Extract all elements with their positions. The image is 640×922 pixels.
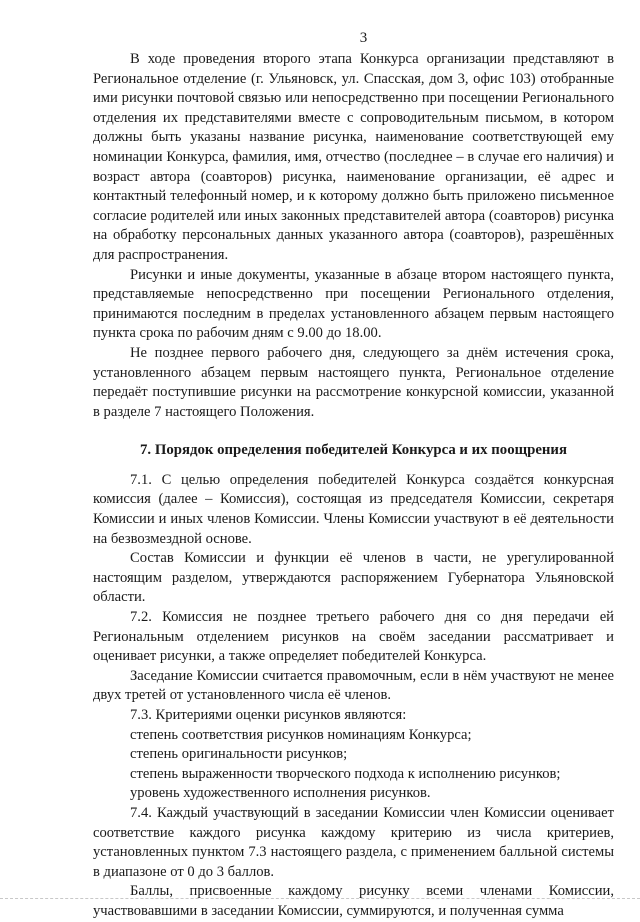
section-heading: 7. Порядок определения победителей Конкурса и их поощрения (140, 442, 567, 459)
paragraph-documents-acceptance: Рисунки и иные документы, указанные в абзаце втором настоящего пункта, представляемые непосредственно при посещении Регионального отделения, принимаются последним в пределах установленного абзацем первым настоящего пункта срока по рабочим дням с 9.00 до 18.00. (93, 266, 614, 342)
page-number: 3 (359, 30, 368, 46)
paragraph-scores-summed: Баллы, присвоенные каждому рисунку всеми членами Комиссии, участвовавшими в заседании Комиссии, суммируются, и полученная сумма (93, 883, 614, 919)
scan-edge-line (0, 897, 640, 899)
paragraph-7-4: 7.4. Каждый участвующий в заседании Комиссии член Комиссии оценивает соответствие каждого рисунка каждому критерию из числа критериев, установленных пунктом 7.3 настоящего раздела, с применением балльной системы в диапазоне от 0 до 3 баллов. (93, 804, 614, 880)
paragraph-7-2: 7.2. Комиссия не позднее третьего рабочего дня со дня передачи ей Региональным отделением рисунков на своём заседании рассматривает и оценивает рисунки, а также определяет победителей Конкурса. (93, 609, 614, 665)
criterion-item: степень выраженности творческого подхода к исполнению рисунков; (130, 765, 561, 782)
paragraph-7-1: 7.1. С целью определения победителей Конкурса создаётся конкурсная комиссия (далее – Комиссия), состоящая из председателя Комиссии, секретаря Комиссии и иных членов Комиссии. Члены Комиссии участвуют в её деятельности на безвозмездной основе. (93, 471, 614, 547)
criterion-item: уровень художественного исполнения рисунков. (130, 785, 431, 802)
criterion-item: степень соответствия рисунков номинациям Конкурса; (130, 726, 472, 743)
paragraph-7-3: 7.3. Критериями оценки рисунков являются: (130, 707, 407, 723)
criterion-item: степень оригинальности рисунков; (130, 746, 348, 763)
paragraph-commission-composition: Состав Комиссии и функции её членов в части, не урегулированной настоящим разделом, утверждаются распоряжением Губернатора Ульяновской области. (93, 550, 614, 606)
paragraph-quorum: Заседание Комиссии считается правомочным, если в нём участвуют не менее двух третей от установленного числа её членов. (93, 667, 614, 704)
paragraph-submission: В ходе проведения второго этапа Конкурса организации представляют в Региональное отделение (г. Ульяновск, ул. Спасская, дом 3, офис 103) отобранные ими рисунки почтовой связью или непосредственно при посещении Регионального отделения их представителями вместе с сопроводительным письмом, в котором должны быть указаны название рисунка, наименование соответствующей ему номинации Конкурса, фамилия, имя, отчество (последнее – в случае его наличия) и возраст автора (соавторов) рисунка, наименование организации, её адрес и контактный телефонный номер, и к которому должно быть приложено письменное согласие родителей или иных законных представителей автора (соавторов) рисунка на обработку персональных данных указанного автора (соавторов), разрешённых для распространения. (93, 51, 614, 263)
paragraph-transfer-to-commission: Не позднее первого рабочего дня, следующего за днём истечения срока, установленного абзацем первым настоящего пункта, Региональное отделение передаёт поступившие рисунки на рассмотрение конкурсной комиссии, указанной в разделе 7 настоящего Положения. (93, 344, 614, 420)
